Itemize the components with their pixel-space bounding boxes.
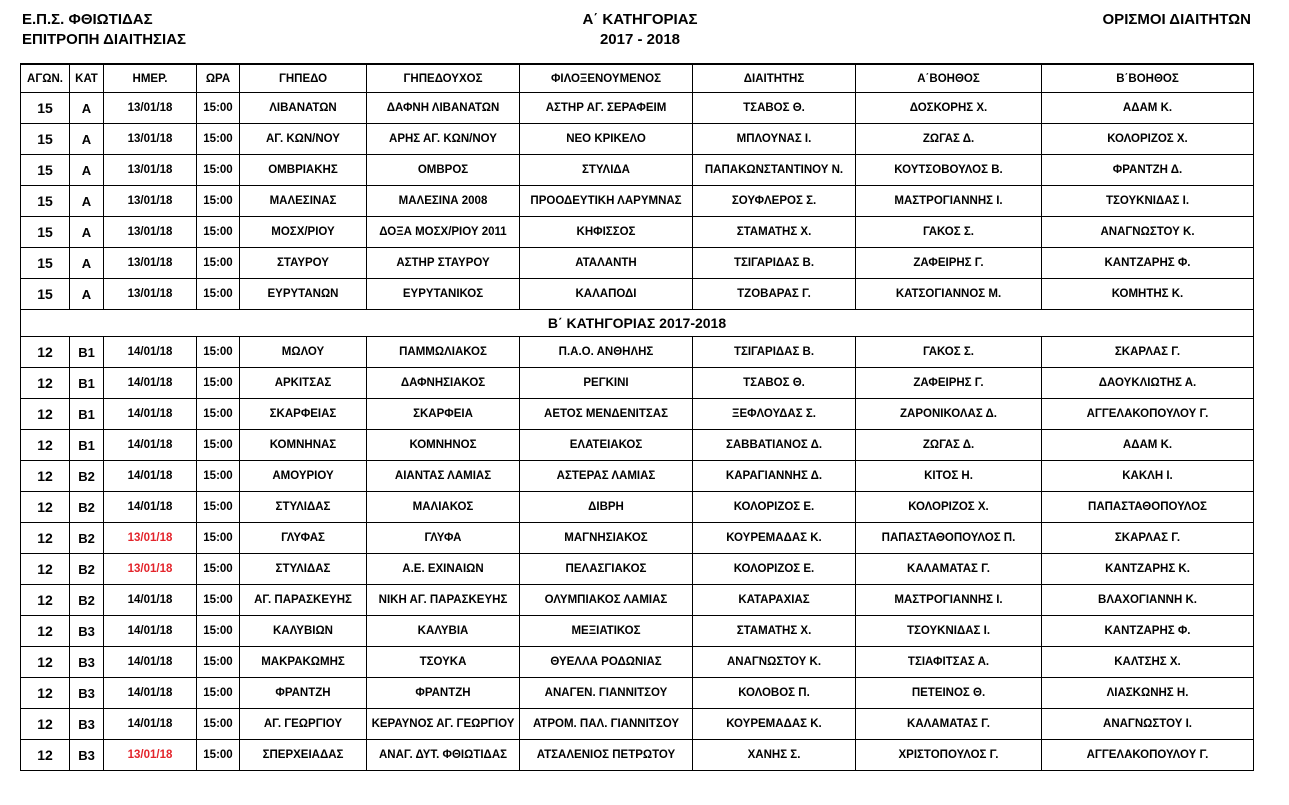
table-row xyxy=(21,186,1254,217)
category: Α xyxy=(70,186,104,217)
match-date: 13/01/18 xyxy=(104,93,197,124)
field: ΑΓ. ΚΩΝ/ΝΟΥ xyxy=(240,124,367,155)
referee: ΞΕΦΛΟΥΔΑΣ Σ. xyxy=(693,399,856,430)
section-title: Β΄ ΚΑΤΗΓΟΡΙΑΣ 2017-2018 xyxy=(21,310,1254,337)
match-number-header: ΑΓΩΝ. xyxy=(21,64,70,93)
away-team: ΑΕΤΟΣ ΜΕΝΔΕΝΙΤΣΑΣ xyxy=(520,399,693,430)
match-number: 12 xyxy=(21,647,70,678)
match-number: 15 xyxy=(21,93,70,124)
assistant-2: ΠΑΠΑΣΤΑΘΟΠΟΥΛΟΣ xyxy=(1042,492,1254,523)
home-team: ΟΜΒΡΟΣ xyxy=(367,155,520,186)
home-team: ΑΝΑΓ. ΔΥΤ. ΦΘΙΩΤΙΔΑΣ xyxy=(367,740,520,771)
assistant-1: ΓΑΚΟΣ Σ. xyxy=(856,337,1042,368)
category: Α xyxy=(70,124,104,155)
category: Β2 xyxy=(70,554,104,585)
assistant-1: ΤΣΟΥΚΝΙΔΑΣ Ι. xyxy=(856,616,1042,647)
assistant-2: ΔΑΟΥΚΛΙΩΤΗΣ Α. xyxy=(1042,368,1254,399)
field: ΑΓ. ΠΑΡΑΣΚΕΥΗΣ xyxy=(240,585,367,616)
assistant-2: ΑΔΑΜ Κ. xyxy=(1042,430,1254,461)
match-date: 14/01/18 xyxy=(104,678,197,709)
field: ΚΟΜΝΗΝΑΣ xyxy=(240,430,367,461)
assistant-2: ΛΙΑΣΚΩΝΗΣ Η. xyxy=(1042,678,1254,709)
table-row xyxy=(21,647,1254,678)
match-time: 15:00 xyxy=(197,248,240,279)
assistant-1: ΖΑΦΕΙΡΗΣ Γ. xyxy=(856,248,1042,279)
field: ΑΡΚΙΤΣΑΣ xyxy=(240,368,367,399)
federation-name: Ε.Π.Σ. ΦΘΙΩΤΙΔΑΣ xyxy=(22,11,153,28)
home-team: ΔΟΞΑ ΜΟΣΧ/ΡΙΟΥ 2011 xyxy=(367,217,520,248)
referee: ΜΠΛΟΥΝΑΣ Ι. xyxy=(693,124,856,155)
away-team: ΚΑΛΑΠΟΔΙ xyxy=(520,279,693,310)
match-date: 13/01/18 xyxy=(104,248,197,279)
category: Α xyxy=(70,155,104,186)
home-team: ΔΑΦΝΗΣΙΑΚΟΣ xyxy=(367,368,520,399)
document-title: ΟΡΙΣΜΟΙ ΔΙΑΙΤΗΤΩΝ xyxy=(1102,11,1251,28)
category-header-cell: ΚΑΤ xyxy=(70,64,104,93)
match-number: 15 xyxy=(21,124,70,155)
referee: ΤΣΑΒΟΣ Θ. xyxy=(693,368,856,399)
away-team: ΘΥΕΛΛΑ ΡΟΔΩΝΙΑΣ xyxy=(520,647,693,678)
category: Β2 xyxy=(70,492,104,523)
assistant-1: ΠΕΤΕΙΝΟΣ Θ. xyxy=(856,678,1042,709)
home-team: ΦΡΑΝΤΖΗ xyxy=(367,678,520,709)
assistant-2: ΦΡΑΝΤΖΗ Δ. xyxy=(1042,155,1254,186)
table-row xyxy=(21,93,1254,124)
away-team: ΑΤΡΟΜ. ΠΑΛ. ΓΙΑΝΝΙΤΣΟΥ xyxy=(520,709,693,740)
match-date: 13/01/18 xyxy=(104,155,197,186)
away-team: ΑΝΑΓΕΝ. ΓΙΑΝΝΙΤΣΟΥ xyxy=(520,678,693,709)
assistant-2: ΑΓΓΕΛΑΚΟΠΟΥΛΟΥ Γ. xyxy=(1042,399,1254,430)
home-team: ΑΡΗΣ ΑΓ. ΚΩΝ/ΝΟΥ xyxy=(367,124,520,155)
referee: ΣΤΑΜΑΤΗΣ Χ. xyxy=(693,616,856,647)
referee-header: ΔΙΑΙΤΗΤΗΣ xyxy=(693,64,856,93)
home-team: ΚΟΜΝΗΝΟΣ xyxy=(367,430,520,461)
away-team: ΑΣΤΗΡ ΑΓ. ΣΕΡΑΦΕΙΜ xyxy=(520,93,693,124)
field: ΣΚΑΡΦΕΙΑΣ xyxy=(240,399,367,430)
away-team: ΠΡΟΟΔΕΥΤΙΚΗ ΛΑΡΥΜΝΑΣ xyxy=(520,186,693,217)
committee-name: ΕΠΙΤΡΟΠΗ ΔΙΑΙΤΗΣΙΑΣ xyxy=(22,31,187,48)
match-date: 13/01/18 xyxy=(104,740,197,771)
away-team: ΝΕΟ ΚΡΙΚΕΛΟ xyxy=(520,124,693,155)
away-team: ΠΕΛΑΣΓΙΑΚΟΣ xyxy=(520,554,693,585)
category-b-rows xyxy=(21,337,1254,771)
match-number: 12 xyxy=(21,709,70,740)
table-row xyxy=(21,740,1254,771)
assistant-2: ΤΣΟΥΚΝΙΔΑΣ Ι. xyxy=(1042,186,1254,217)
table-row xyxy=(21,248,1254,279)
away-team: ΣΤΥΛΙΔΑ xyxy=(520,155,693,186)
referee: ΤΣΙΓΑΡΙΔΑΣ Β. xyxy=(693,248,856,279)
match-time: 15:00 xyxy=(197,740,240,771)
category-a-rows xyxy=(21,93,1254,310)
category: Β2 xyxy=(70,461,104,492)
table-row xyxy=(21,492,1254,523)
table-row xyxy=(21,461,1254,492)
assistant-1: ΚΟΥΤΣΟΒΟΥΛΟΣ Β. xyxy=(856,155,1042,186)
match-date: 13/01/18 xyxy=(104,554,197,585)
referee: ΚΑΡΑΓΙΑΝΝΗΣ Δ. xyxy=(693,461,856,492)
table-row xyxy=(21,217,1254,248)
home-team: ΔΑΦΝΗ ΛΙΒΑΝΑΤΩΝ xyxy=(367,93,520,124)
match-number: 12 xyxy=(21,492,70,523)
assistant-1: ΤΣΙΑΦΙΤΣΑΣ Α. xyxy=(856,647,1042,678)
category: Β2 xyxy=(70,585,104,616)
referee: ΑΝΑΓΝΩΣΤΟΥ Κ. xyxy=(693,647,856,678)
match-date: 13/01/18 xyxy=(104,217,197,248)
match-time: 15:00 xyxy=(197,186,240,217)
time-header: ΩΡΑ xyxy=(197,64,240,93)
home-team: Α.Ε. ΕΧΙΝΑΙΩΝ xyxy=(367,554,520,585)
match-time: 15:00 xyxy=(197,93,240,124)
match-number: 15 xyxy=(21,186,70,217)
away-team-header: ΦΙΛΟΞΕΝΟΥΜΕΝΟΣ xyxy=(520,64,693,93)
match-number: 12 xyxy=(21,523,70,554)
match-number: 12 xyxy=(21,430,70,461)
match-time: 15:00 xyxy=(197,678,240,709)
referee: ΚΟΛΟΡΙΖΟΣ Ε. xyxy=(693,492,856,523)
home-team: ΜΑΛΕΣΙΝΑ 2008 xyxy=(367,186,520,217)
assistant-2: ΚΑΛΤΣΗΣ Χ. xyxy=(1042,647,1254,678)
away-team: ΑΤΑΛΑΝΤΗ xyxy=(520,248,693,279)
away-team: ΑΤΣΑΛΕΝΙΟΣ ΠΕΤΡΩΤΟΥ xyxy=(520,740,693,771)
assistant-2: ΣΚΑΡΛΑΣ Γ. xyxy=(1042,523,1254,554)
home-team: ΜΑΛΙΑΚΟΣ xyxy=(367,492,520,523)
referee-assignments-table xyxy=(20,63,1254,771)
match-date: 14/01/18 xyxy=(104,399,197,430)
referee: ΤΣΑΒΟΣ Θ. xyxy=(693,93,856,124)
assistant-1: ΖΩΓΑΣ Δ. xyxy=(856,430,1042,461)
home-team: ΠΑΜΜΩΛΙΑΚΟΣ xyxy=(367,337,520,368)
referee: ΚΟΥΡΕΜΑΔΑΣ Κ. xyxy=(693,709,856,740)
field: ΣΤΑΥΡΟΥ xyxy=(240,248,367,279)
category: Β3 xyxy=(70,740,104,771)
referee: ΚΑΤΑΡΑΧΙΑΣ xyxy=(693,585,856,616)
category-header xyxy=(560,10,720,50)
match-time: 15:00 xyxy=(197,337,240,368)
home-team: ΕΥΡΥΤΑΝΙΚΟΣ xyxy=(367,279,520,310)
date-header: ΗΜΕΡ. xyxy=(104,64,197,93)
match-time: 15:00 xyxy=(197,368,240,399)
match-date: 13/01/18 xyxy=(104,523,197,554)
assistant-1: ΧΡΙΣΤΟΠΟΥΛΟΣ Γ. xyxy=(856,740,1042,771)
match-number: 15 xyxy=(21,248,70,279)
category: Β2 xyxy=(70,523,104,554)
match-number: 12 xyxy=(21,585,70,616)
assistant-1-header: Α΄ΒΟΗΘΟΣ xyxy=(856,64,1042,93)
referee: ΣΑΒΒΑΤΙΑΝΟΣ Δ. xyxy=(693,430,856,461)
away-team: ΡΕΓΚΙΝΙ xyxy=(520,368,693,399)
assistant-2: ΑΓΓΕΛΑΚΟΠΟΥΛΟΥ Γ. xyxy=(1042,740,1254,771)
match-date: 14/01/18 xyxy=(104,430,197,461)
category: Β3 xyxy=(70,678,104,709)
table-row xyxy=(21,155,1254,186)
assistant-2-header: Β΄ΒΟΗΘΟΣ xyxy=(1042,64,1254,93)
match-date: 14/01/18 xyxy=(104,616,197,647)
referee: ΧΑΝΗΣ Σ. xyxy=(693,740,856,771)
home-team: ΑΙΑΝΤΑΣ ΛΑΜΙΑΣ xyxy=(367,461,520,492)
season-label: 2017 - 2018 xyxy=(599,31,681,48)
assistant-2: ΚΟΜΗΤΗΣ Κ. xyxy=(1042,279,1254,310)
away-team: ΔΙΒΡΗ xyxy=(520,492,693,523)
assistant-1: ΚΙΤΟΣ Η. xyxy=(856,461,1042,492)
match-date: 14/01/18 xyxy=(104,492,197,523)
field: ΓΛΥΦΑΣ xyxy=(240,523,367,554)
match-number: 12 xyxy=(21,616,70,647)
match-number: 15 xyxy=(21,217,70,248)
assistant-1: ΖΑΦΕΙΡΗΣ Γ. xyxy=(856,368,1042,399)
match-date: 14/01/18 xyxy=(104,461,197,492)
match-time: 15:00 xyxy=(197,554,240,585)
referee: ΚΟΛΟΡΙΖΟΣ Ε. xyxy=(693,554,856,585)
table-header-row xyxy=(21,64,1254,93)
match-number: 12 xyxy=(21,740,70,771)
field: ΦΡΑΝΤΖΗ xyxy=(240,678,367,709)
home-team: ΚΕΡΑΥΝΟΣ ΑΓ. ΓΕΩΡΓΙΟΥ xyxy=(367,709,520,740)
field: ΣΤΥΛΙΔΑΣ xyxy=(240,554,367,585)
table-row xyxy=(21,279,1254,310)
assistant-2: ΚΟΛΟΡΙΖΟΣ Χ. xyxy=(1042,124,1254,155)
assistant-2: ΣΚΑΡΛΑΣ Γ. xyxy=(1042,337,1254,368)
home-team: ΣΚΑΡΦΕΙΑ xyxy=(367,399,520,430)
match-date: 13/01/18 xyxy=(104,124,197,155)
match-time: 15:00 xyxy=(197,616,240,647)
field-header: ΓΗΠΕΔΟ xyxy=(240,64,367,93)
table-row xyxy=(21,523,1254,554)
match-number: 12 xyxy=(21,337,70,368)
match-date: 13/01/18 xyxy=(104,186,197,217)
table-row xyxy=(21,368,1254,399)
assistant-1: ΚΑΛΑΜΑΤΑΣ Γ. xyxy=(856,554,1042,585)
field: ΜΩΛΟΥ xyxy=(240,337,367,368)
category-title: Α΄ ΚΑΤΗΓΟΡΙΑΣ xyxy=(582,11,698,28)
assistant-1: ΔΟΣΚΟΡΗΣ Χ. xyxy=(856,93,1042,124)
match-time: 15:00 xyxy=(197,217,240,248)
home-team: ΝΙΚΗ ΑΓ. ΠΑΡΑΣΚΕΥΗΣ xyxy=(367,585,520,616)
category: Β3 xyxy=(70,709,104,740)
assistant-2: ΚΑΝΤΖΑΡΗΣ Κ. xyxy=(1042,554,1254,585)
table-row xyxy=(21,678,1254,709)
assistant-2: ΑΝΑΓΝΩΣΤΟΥ Ι. xyxy=(1042,709,1254,740)
match-date: 14/01/18 xyxy=(104,647,197,678)
category: Β3 xyxy=(70,616,104,647)
match-time: 15:00 xyxy=(197,709,240,740)
home-team: ΤΣΟΥΚΑ xyxy=(367,647,520,678)
referee: ΚΟΛΟΒΟΣ Π. xyxy=(693,678,856,709)
field: ΛΙΒΑΝΑΤΩΝ xyxy=(240,93,367,124)
away-team: ΑΣΤΕΡΑΣ ΛΑΜΙΑΣ xyxy=(520,461,693,492)
match-number: 12 xyxy=(21,399,70,430)
referee: ΣΟΥΦΛΕΡΟΣ Σ. xyxy=(693,186,856,217)
field: ΜΑΚΡΑΚΩΜΗΣ xyxy=(240,647,367,678)
match-time: 15:00 xyxy=(197,492,240,523)
away-team: ΜΑΓΝΗΣΙΑΚΟΣ xyxy=(520,523,693,554)
table-row xyxy=(21,337,1254,368)
match-date: 13/01/18 xyxy=(104,279,197,310)
field: ΣΠΕΡΧΕΙΑΔΑΣ xyxy=(240,740,367,771)
assistant-1: ΖΑΡΟΝΙΚΟΛΑΣ Δ. xyxy=(856,399,1042,430)
match-number: 12 xyxy=(21,554,70,585)
assistant-1: ΠΑΠΑΣΤΑΘΟΠΟΥΛΟΣ Π. xyxy=(856,523,1042,554)
referee: ΚΟΥΡΕΜΑΔΑΣ Κ. xyxy=(693,523,856,554)
match-time: 15:00 xyxy=(197,430,240,461)
table-row xyxy=(21,124,1254,155)
assistant-2: ΒΛΑΧΟΓΙΑΝΝΗ Κ. xyxy=(1042,585,1254,616)
referee: ΣΤΑΜΑΤΗΣ Χ. xyxy=(693,217,856,248)
field: ΑΜΟΥΡΙΟΥ xyxy=(240,461,367,492)
assistant-1: ΜΑΣΤΡΟΓΙΑΝΝΗΣ Ι. xyxy=(856,585,1042,616)
category: Α xyxy=(70,279,104,310)
assistant-1: ΓΑΚΟΣ Σ. xyxy=(856,217,1042,248)
field: ΕΥΡΥΤΑΝΩΝ xyxy=(240,279,367,310)
field: ΜΟΣΧ/ΡΙΟΥ xyxy=(240,217,367,248)
assistant-1: ΚΑΤΣΟΓΙΑΝΝΟΣ Μ. xyxy=(856,279,1042,310)
away-team: ΜΕΞΙΑΤΙΚΟΣ xyxy=(520,616,693,647)
assistant-1: ΚΟΛΟΡΙΖΟΣ Χ. xyxy=(856,492,1042,523)
assistant-1: ΖΩΓΑΣ Δ. xyxy=(856,124,1042,155)
assistant-2: ΚΑΚΛΗ Ι. xyxy=(1042,461,1254,492)
match-time: 15:00 xyxy=(197,461,240,492)
referee: ΠΑΠΑΚΩΝΣΤΑΝΤΙΝΟΥ Ν. xyxy=(693,155,856,186)
match-number: 15 xyxy=(21,279,70,310)
match-number: 12 xyxy=(21,461,70,492)
home-team: ΓΛΥΦΑ xyxy=(367,523,520,554)
referee: ΤΖΟΒΑΡΑΣ Γ. xyxy=(693,279,856,310)
match-number: 15 xyxy=(21,155,70,186)
table-row xyxy=(21,709,1254,740)
referee: ΤΣΙΓΑΡΙΔΑΣ Β. xyxy=(693,337,856,368)
away-team: ΕΛΑΤΕΙΑΚΟΣ xyxy=(520,430,693,461)
category: Β1 xyxy=(70,337,104,368)
field: ΑΓ. ΓΕΩΡΓΙΟΥ xyxy=(240,709,367,740)
category: Β1 xyxy=(70,430,104,461)
match-time: 15:00 xyxy=(197,124,240,155)
field: ΚΑΛΥΒΙΩΝ xyxy=(240,616,367,647)
match-time: 15:00 xyxy=(197,155,240,186)
table-row xyxy=(21,399,1254,430)
category: Α xyxy=(70,93,104,124)
category: Β1 xyxy=(70,368,104,399)
match-time: 15:00 xyxy=(197,399,240,430)
section-row xyxy=(21,310,1254,337)
category: Α xyxy=(70,217,104,248)
table-row xyxy=(21,430,1254,461)
field: ΣΤΥΛΙΔΑΣ xyxy=(240,492,367,523)
match-time: 15:00 xyxy=(197,585,240,616)
match-date: 14/01/18 xyxy=(104,585,197,616)
away-team: ΚΗΦΙΣΣΟΣ xyxy=(520,217,693,248)
assistant-2: ΚΑΝΤΖΑΡΗΣ Φ. xyxy=(1042,248,1254,279)
match-time: 15:00 xyxy=(197,647,240,678)
match-number: 12 xyxy=(21,678,70,709)
match-number: 12 xyxy=(21,368,70,399)
assistant-2: ΚΑΝΤΖΑΡΗΣ Φ. xyxy=(1042,616,1254,647)
category: Β1 xyxy=(70,399,104,430)
table-row xyxy=(21,616,1254,647)
away-team: ΟΛΥΜΠΙΑΚΟΣ ΛΑΜΙΑΣ xyxy=(520,585,693,616)
assistant-2: ΑΔΑΜ Κ. xyxy=(1042,93,1254,124)
home-team: ΑΣΤΗΡ ΣΤΑΥΡΟΥ xyxy=(367,248,520,279)
field: ΜΑΛΕΣΙΝΑΣ xyxy=(240,186,367,217)
match-date: 14/01/18 xyxy=(104,368,197,399)
assistant-2: ΑΝΑΓΝΩΣΤΟΥ Κ. xyxy=(1042,217,1254,248)
table-row xyxy=(21,585,1254,616)
home-team: ΚΑΛΥΒΙΑ xyxy=(367,616,520,647)
category: Α xyxy=(70,248,104,279)
match-date: 14/01/18 xyxy=(104,337,197,368)
assistant-1: ΜΑΣΤΡΟΓΙΑΝΝΗΣ Ι. xyxy=(856,186,1042,217)
federation-header xyxy=(22,10,186,50)
match-time: 15:00 xyxy=(197,279,240,310)
home-team-header: ΓΗΠΕΔΟΥΧΟΣ xyxy=(367,64,520,93)
assistant-1: ΚΑΛΑΜΑΤΑΣ Γ. xyxy=(856,709,1042,740)
field: ΟΜΒΡΙΑΚΗΣ xyxy=(240,155,367,186)
table-row xyxy=(21,554,1254,585)
match-date: 14/01/18 xyxy=(104,709,197,740)
category: Β3 xyxy=(70,647,104,678)
match-time: 15:00 xyxy=(197,523,240,554)
away-team: Π.Α.Ο. ΑΝΘΗΛΗΣ xyxy=(520,337,693,368)
